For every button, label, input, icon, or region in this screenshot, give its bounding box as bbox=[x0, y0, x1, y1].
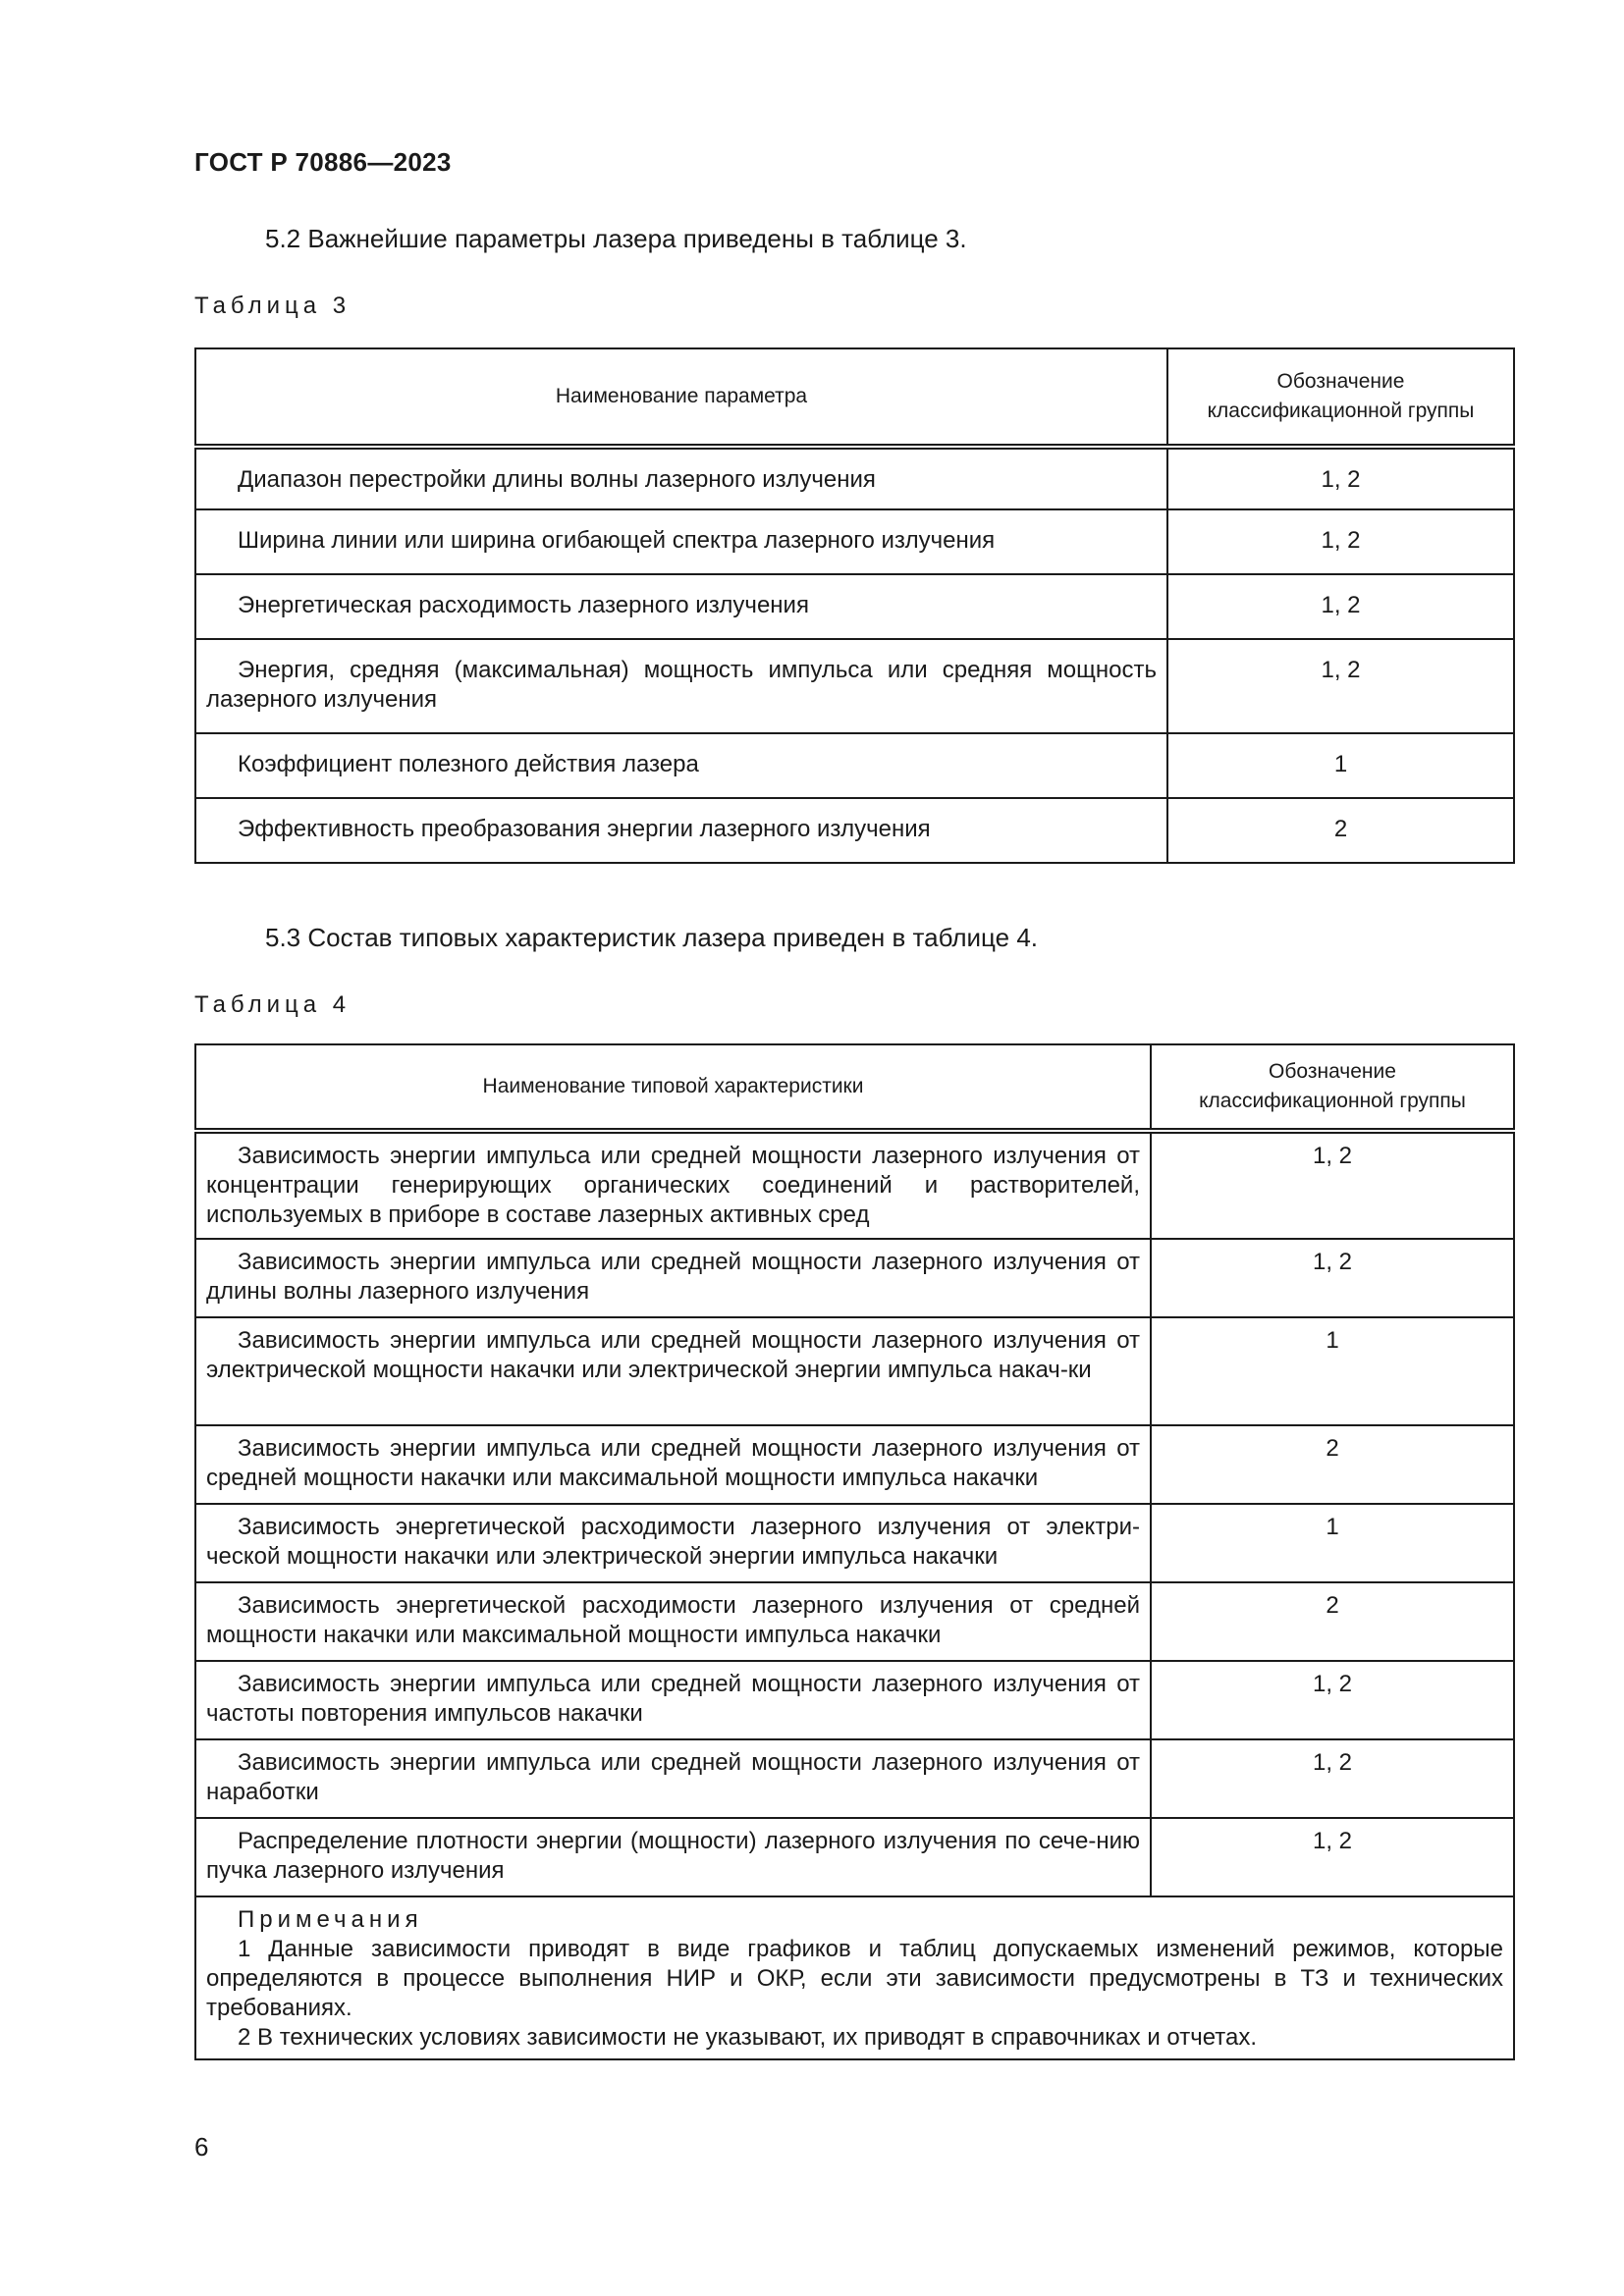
table-3-header-group: Обозначение классификационной группы bbox=[1167, 348, 1514, 447]
document-code: ГОСТ Р 70886—2023 bbox=[194, 147, 452, 177]
table-row bbox=[195, 1739, 1514, 1818]
characteristic-cell: Зависимость энергии импульса или средней мощности лазерного излучения от наработки bbox=[195, 1739, 1151, 1818]
table-4-caption: Таблица 4 bbox=[194, 991, 352, 1018]
group-cell: 2 bbox=[1151, 1425, 1514, 1504]
characteristic-cell: Зависимость энергии импульса или средней мощности лазерного излучения от электрической мощности накачки или электрической энергии импульса накач-ки bbox=[195, 1317, 1151, 1425]
table-row bbox=[195, 447, 1514, 509]
param-cell: Коэффициент полезного действия лазера bbox=[195, 733, 1167, 798]
table-row bbox=[195, 1661, 1514, 1739]
characteristic-cell: Зависимость энергии импульса или средней мощности лазерного излучения от длины волны лазерного излучения bbox=[195, 1239, 1151, 1317]
table-4-header-param: Наименование типовой характеристики bbox=[195, 1044, 1151, 1131]
group-cell: 1, 2 bbox=[1151, 1661, 1514, 1739]
notes-cell bbox=[195, 1896, 1514, 2059]
table-row bbox=[195, 639, 1514, 733]
group-cell: 1, 2 bbox=[1167, 509, 1514, 574]
group-cell: 1 bbox=[1167, 733, 1514, 798]
characteristic-cell: Зависимость энергетической расходимости лазерного излучения от средней мощности накачки или максимальной мощности импульса накачки bbox=[195, 1582, 1151, 1661]
table-row bbox=[195, 1425, 1514, 1504]
characteristic-cell: Зависимость энергии импульса или средней мощности лазерного излучения от средней мощности накачки или максимальной мощности импульса накачки bbox=[195, 1425, 1151, 1504]
group-cell: 1 bbox=[1151, 1504, 1514, 1582]
group-cell: 1, 2 bbox=[1151, 1131, 1514, 1239]
table-4-header-group: Обозначение классификационной группы bbox=[1151, 1044, 1514, 1131]
characteristic-cell: Зависимость энергии импульса или средней мощности лазерного излучения от концентрации генерирующих органических соединений и растворителей, используемых в приборе в составе лазерных активных сред bbox=[195, 1131, 1151, 1239]
characteristic-cell: Распределение плотности энергии (мощности) лазерного излучения по сече-нию пучка лазерного излучения bbox=[195, 1818, 1151, 1896]
table-3 bbox=[194, 347, 1515, 864]
group-cell: 1, 2 bbox=[1167, 639, 1514, 733]
table-4 bbox=[194, 1043, 1515, 2060]
param-cell: Ширина линии или ширина огибающей спектра лазерного излучения bbox=[195, 509, 1167, 574]
group-cell: 1, 2 bbox=[1151, 1818, 1514, 1896]
table-row bbox=[195, 733, 1514, 798]
paragraph-5-3: 5.3 Состав типовых характеристик лазера приведен в таблице 4. bbox=[265, 923, 1039, 952]
param-cell: Энергетическая расходимость лазерного излучения bbox=[195, 574, 1167, 639]
param-cell: Энергия, средняя (максимальная) мощность импульса или средняя мощность лазерного излучения bbox=[195, 639, 1167, 733]
table-row bbox=[195, 1239, 1514, 1317]
param-cell: Диапазон перестройки длины волны лазерного излучения bbox=[195, 447, 1167, 509]
table-row bbox=[195, 1131, 1514, 1239]
group-cell: 1, 2 bbox=[1151, 1239, 1514, 1317]
table-row bbox=[195, 1504, 1514, 1582]
paragraph-5-2: 5.2 Важнейшие параметры лазера приведены в таблице 3. bbox=[265, 224, 967, 253]
group-cell: 1, 2 bbox=[1167, 574, 1514, 639]
table-row bbox=[195, 1818, 1514, 1896]
characteristic-cell: Зависимость энергетической расходимости лазерного излучения от электри-ческой мощности накачки или электрической энергии импульса накачки bbox=[195, 1504, 1151, 1582]
table-row bbox=[195, 1317, 1514, 1425]
param-cell: Эффективность преобразования энергии лазерного излучения bbox=[195, 798, 1167, 863]
table-row bbox=[195, 1582, 1514, 1661]
table-row bbox=[195, 798, 1514, 863]
note-2: 2 В технических условиях зависимости не указывают, их приводят в справочниках и отчетах. bbox=[238, 2024, 1257, 2051]
group-cell: 1, 2 bbox=[1167, 447, 1514, 509]
group-cell: 1, 2 bbox=[1151, 1739, 1514, 1818]
group-cell: 2 bbox=[1167, 798, 1514, 863]
table-3-caption: Таблица 3 bbox=[194, 293, 352, 319]
note-1: 1 Данные зависимости приводят в виде графиков и таблиц допускаемых изменений режимов, которые определяются в процессе выполнения НИР и ОКР, если эти зависимости предусмотрены в ТЗ и технических требованиях. bbox=[206, 1936, 1503, 2021]
table-row bbox=[195, 574, 1514, 639]
characteristic-cell: Зависимость энергии импульса или средней мощности лазерного излучения от частоты повторения импульсов накачки bbox=[195, 1661, 1151, 1739]
notes-title: Примечания bbox=[238, 1906, 423, 1933]
notes-row bbox=[195, 1896, 1514, 2059]
table-3-header-param: Наименование параметра bbox=[195, 348, 1167, 447]
group-cell: 2 bbox=[1151, 1582, 1514, 1661]
table-row bbox=[195, 509, 1514, 574]
page-number: 6 bbox=[194, 2132, 209, 2162]
group-cell: 1 bbox=[1151, 1317, 1514, 1425]
